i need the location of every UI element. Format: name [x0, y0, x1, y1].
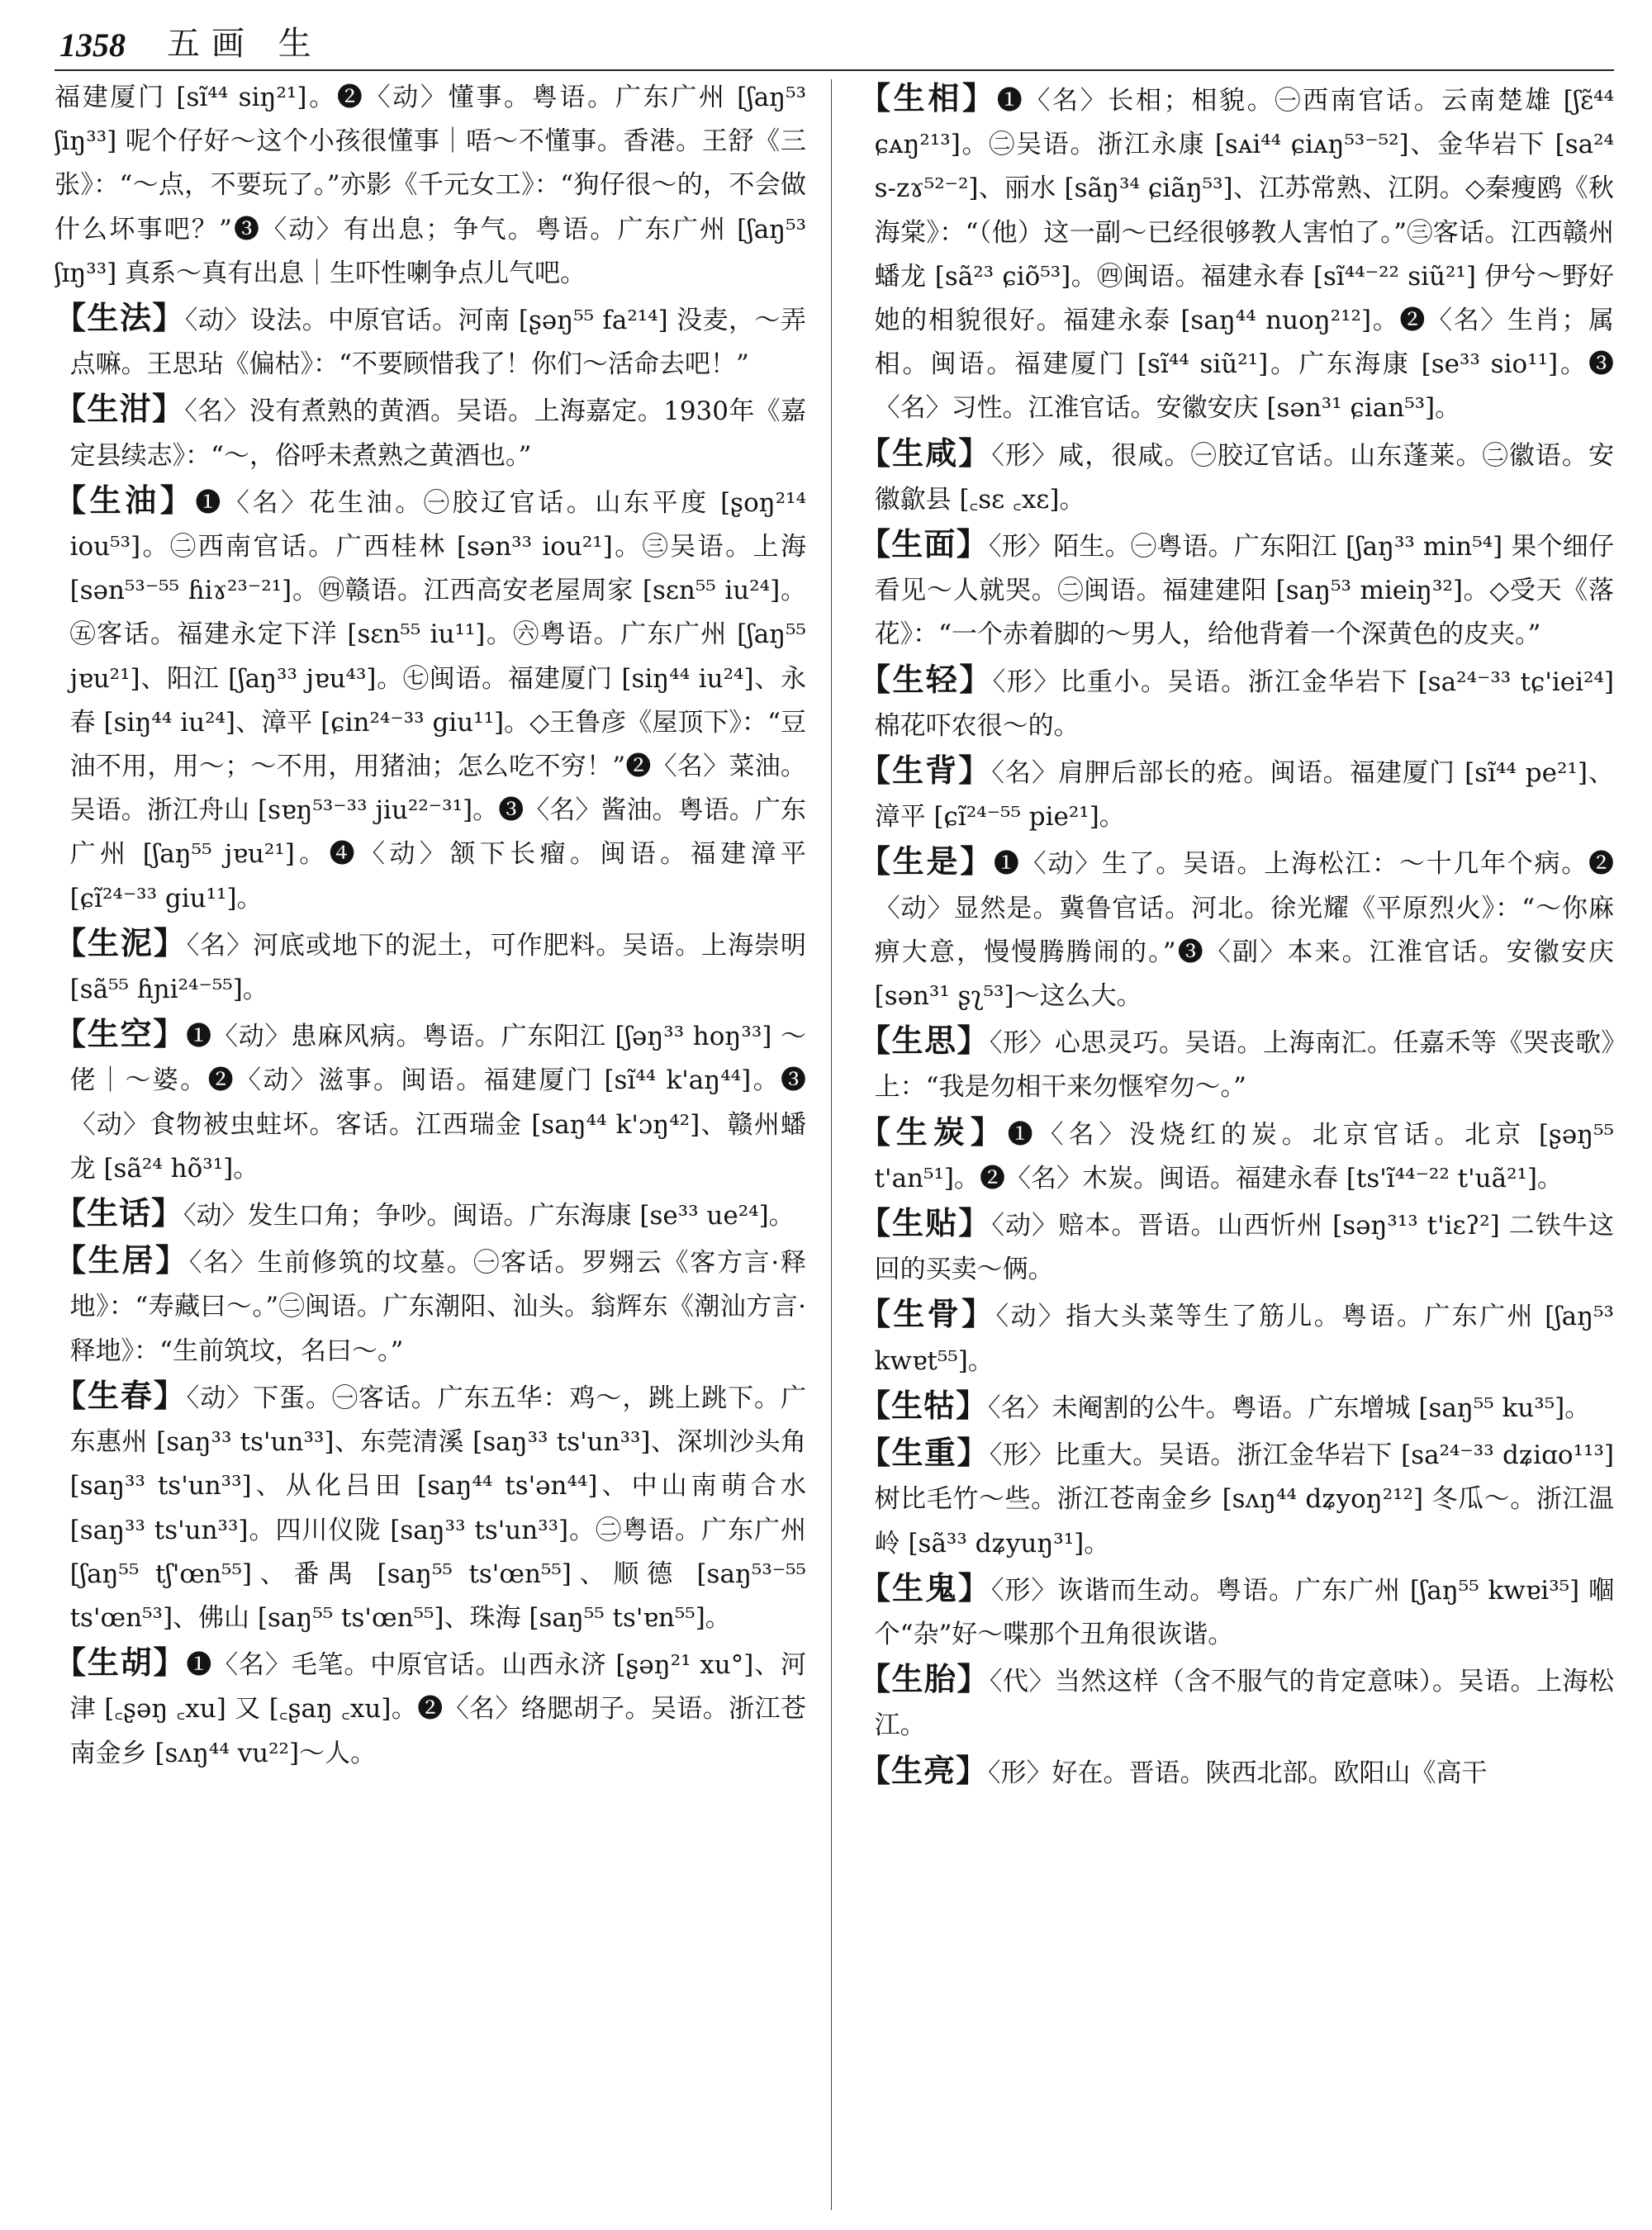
dictionary-entry [859, 522, 1614, 657]
entry-headword: 【生泥】 [55, 923, 187, 961]
entry-definition: 〈形〉陌生。㊀粤语。广东阳江 [ʃaŋ³³ min⁵⁴] 果个细仔看见～人就哭。㊁闽语。福建建阳 [saŋ⁵³ mieiŋ³²]。◇受天《落花》：“一个赤着脚的～男人，给他背着一个深黄色的皮夹。” [874, 532, 1614, 650]
dictionary-entry [859, 1748, 1614, 1796]
entry-definition: 〈动〉下蛋。㊀客话。广东五华：鸡～，跳上跳下。广东惠州 [saŋ³³ ts'un³³]、东莞清溪 [saŋ³³ ts'un³³]、深圳沙头角 [saŋ³³ ts'un³³]、从化吕田 [saŋ⁴⁴ ts'ən⁴⁴]、中山南萌合水 [saŋ³³ ts'un³³]。四川仪陇 [saŋ³³ ts'un³³]。㊁粤语。广东广州 [ʃaŋ⁵⁵ tʃ'œn⁵⁵]、番禺 [saŋ⁵⁵ ts'œn⁵⁵]、顺德 [saŋ⁵³⁻⁵⁵ ts'œn⁵³]、佛山 [saŋ⁵⁵ ts'œn⁵⁵]、珠海 [saŋ⁵⁵ ts'ɐn⁵⁵]。 [69, 1383, 806, 1633]
dictionary-entry [859, 748, 1614, 839]
entry-headword: 【生是】 [859, 842, 994, 880]
dictionary-entry [55, 1238, 806, 1374]
entry-headword: 【生骨】 [859, 1295, 996, 1333]
dictionary-entry [859, 1292, 1614, 1383]
entry-definition: 〈动〉设法。中原官话。河南 [ʂəŋ⁵⁵ fa²¹⁴] 没麦，～弄点嘛。王思玷《偏枯》：“不要顾惜我了！你们～活命去吧！” [69, 306, 806, 380]
page-header [55, 12, 1614, 71]
dictionary-entry [859, 1566, 1614, 1657]
dictionary-entry [55, 1640, 806, 1776]
dictionary-entry [859, 1018, 1614, 1109]
entry-definition: ❶〈名〉花生油。㊀胶辽官话。山东平度 [ʂoŋ²¹⁴ iou⁵³]。㊁西南官话。广西桂林 [sən³³ iou²¹]。㊂吴语。上海 [sən⁵³⁻⁵⁵ ɦiɤ²³⁻²¹]。㊃赣语。江西高安老屋周家 [sɛn⁵⁵ iu²⁴]。㊄客话。福建永定下洋 [sɛn⁵⁵ iu¹¹]。㊅粤语。广东广州 [ʃaŋ⁵⁵ jɐu²¹]、阳江 [ʃaŋ³³ jɐu⁴³]。㊆闽语。福建厦门 [siŋ⁴⁴ iu²⁴]、永春 [siŋ⁴⁴ iu²⁴]、漳平 [ɕin²⁴⁻³³ giu¹¹]。◇王鲁彦《屋顶下》：“豆油不用，用～；～不用，用猪油；怎么吃不穷！”❷〈名〉菜油。吴语。浙江舟山 [sɐŋ⁵³⁻³³ jiu²²⁻³¹]。❸〈名〉酱油。粤语。广东广州 [ʃaŋ⁵⁵ jɐu²¹]。❹〈动〉颔下长瘤。闽语。福建漳平 [ɕĩ²⁴⁻³³ giu¹¹]。 [69, 487, 806, 913]
entry-headword: 【生胡】 [55, 1644, 187, 1682]
entry-headword: 【生话】 [55, 1194, 184, 1232]
dictionary-entry [859, 839, 1614, 1018]
dictionary-entry [55, 296, 806, 387]
entry-headword: 【生炭】 [859, 1113, 1008, 1151]
entry-definition: 〈形〉诙谐而生动。粤语。广东广州 [ʃaŋ⁵⁵ kwɐi³⁵] 嗰个“杂”好～喋那个丑角很诙谐。 [874, 1575, 1614, 1649]
entry-definition: 〈名〉肩胛后部长的疮。闽语。福建厦门 [sĩ⁴⁴ pe²¹]、漳平 [ɕĩ²⁴⁻⁵⁵ pie²¹]。 [874, 758, 1614, 833]
entry-definition: 〈动〉发生口角；争吵。闽语。广东海康 [se³³ ue²⁴]。 [183, 1201, 795, 1231]
dictionary-entry [859, 1383, 1614, 1431]
section-title: 五画 生 [167, 25, 323, 63]
entry-headword: 【生泔】 [55, 390, 185, 428]
entry-headword: 【生重】 [859, 1434, 990, 1472]
dictionary-entry [55, 478, 806, 921]
entry-definition: 〈名〉河底或地下的泥土，可作肥料。吴语。上海崇明 [sã⁵⁵ ɦɲi²⁴⁻⁵⁵]。 [69, 930, 806, 1005]
entry-definition: 〈形〉比重大。吴语。浙江金华岩下 [sa²⁴⁻³³ dʑiɑo¹¹³] 树比毛竹～些。浙江苍南金乡 [sʌŋ⁴⁴ dʑyoŋ²¹²] 冬瓜～。浙江温岭 [sã³³ dʑyuŋ³¹]。 [874, 1440, 1614, 1559]
dictionary-entry [859, 657, 1614, 748]
entry-definition: 〈名〉生前修筑的坟墓。㊀客话。罗翙云《客方言·释地》：“寿藏曰～。”㊁闽语。广东潮阳、汕头。翁辉东《潮汕方言·释地》：“生前筑坟，名曰～。” [69, 1248, 806, 1366]
entry-definition: 〈动〉指大头菜等生了筋儿。粤语。广东广州 [ʃaŋ⁵³ kwɐt⁵⁵]。 [874, 1302, 1614, 1376]
entry-headword: 【生空】 [55, 1015, 187, 1053]
dictionary-entry [55, 387, 806, 477]
dictionary-entry [859, 76, 1614, 431]
dictionary-entry [55, 921, 806, 1012]
entry-definition: ❶〈名〉毛笔。中原官话。山西永济 [ʂəŋ²¹ xu°]、河津 [꜀ʂəŋ ꜀xu] 又 [꜀ʂaŋ ꜀xu]。❷〈名〉络腮胡子。吴语。浙江苍南金乡 [sʌŋ⁴⁴ vu²²]～人。 [69, 1650, 806, 1768]
dictionary-entry [859, 1657, 1614, 1748]
left-column [55, 76, 806, 2215]
entry-headword: 【生居】 [55, 1241, 189, 1279]
dictionary-entry [55, 1374, 806, 1640]
dictionary-entry [859, 1201, 1614, 1292]
entry-definition: ❶〈动〉患麻风病。粤语。广东阳江 [ʃəŋ³³ hoŋ³³] ～佬｜～婆。❷〈动〉滋事。闽语。福建厦门 [sĩ⁴⁴ k'aŋ⁴⁴]。❸〈动〉食物被虫蛀坏。客话。江西瑞金 [saŋ⁴⁴ k'ɔŋ⁴²]、赣州蟠龙 [sã²⁴ hõ³¹]。 [69, 1022, 806, 1184]
entry-headword: 【生春】 [55, 1376, 187, 1414]
entry-definition: 〈形〉心思灵巧。吴语。上海南汇。任嘉禾等《哭丧歌》上：“我是勿相干来勿惬窄勿～。” [874, 1028, 1614, 1103]
entry-headword: 【生咸】 [859, 434, 992, 472]
dictionary-entry [55, 1191, 806, 1238]
dictionary-entry [859, 1110, 1614, 1201]
entry-definition: ❶〈动〉生了。吴语。上海松江：～十几年个病。❷〈动〉显然是。冀鲁官话。河北。徐光耀《平原烈火》：“～你麻痹大意，慢慢腾腾闹的。”❸〈副〉本来。江淮官话。安徽安庆 [sən³¹ ʂʅ⁵³]～这么大。 [874, 849, 1614, 1012]
dictionary-entry [55, 1012, 806, 1191]
column-divider [831, 79, 832, 2210]
entry-definition: ❶〈名〉长相；相貌。㊀西南官话。云南楚雄 [ʃɛ̃⁴⁴ ɕᴀŋ²¹³]。㊁吴语。浙江永康 [sᴀi⁴⁴ ɕiᴀŋ⁵³⁻⁵²]、金华岩下 [sa²⁴ s-zɤ⁵²⁻²]、丽水 [sãŋ³⁴ ɕiãŋ⁵³]、江苏常熟、江阴。◇秦瘦鸥《秋海棠》：“（他）这一副～已经很够教人害怕了。”㊂客话。江西赣州蟠龙 [sã²³ ɕiõ⁵³]。㊃闽语。福建永春 [sĩ⁴⁴⁻²² siũ²¹] 伊兮～野好她的相貌很好。福建永泰 [saŋ⁴⁴ nuoŋ²¹²]。❷〈名〉生肖；属相。闽语。福建厦门 [sĩ⁴⁴ siũ²¹]。广东海康 [se³³ sio¹¹]。❸〈名〉习性。江淮官话。安徽安庆 [sən³¹ ɕian⁵³]。 [874, 86, 1614, 424]
entry-definition: 〈代〉当然这样（含不服气的肯定意味）。吴语。上海松江。 [874, 1667, 1614, 1741]
entry-headword: 【生面】 [859, 525, 989, 563]
entry-definition: ❶〈名〉没烧红的炭。北京官话。北京 [ʂəŋ⁵⁵ t'an⁵¹]。❷〈名〉木炭。闽语。福建永春 [ts'ĩ⁴⁴⁻²² t'uã²¹]。 [874, 1119, 1614, 1193]
entry-definition: 〈动〉赔本。晋语。山西忻州 [səŋ³¹³ t'iɛʔ²] 二铁牛这回的买卖～俩。 [874, 1211, 1614, 1285]
entry-definition: 〈名〉未阉割的公牛。粤语。广东增城 [saŋ⁵⁵ ku³⁵]。 [988, 1393, 1591, 1423]
entry-definition: 〈形〉咸，很咸。㊀胶辽官话。山东蓬莱。㊁徽语。安徽歙县 [꜀sɛ ꜀xɛ]。 [874, 440, 1614, 515]
page-number: 1358 [59, 26, 126, 64]
entry-headword: 【生亮】 [859, 1751, 989, 1789]
entry-headword: 【生轻】 [859, 660, 993, 698]
entry-headword: 【生鬼】 [859, 1568, 991, 1606]
entry-headword: 【生相】 [859, 79, 997, 116]
entry-headword: 【生贴】 [859, 1204, 992, 1242]
entry-headword: 【生法】 [55, 299, 185, 337]
entry-definition: 〈形〉比重小。吴语。浙江金华岩下 [sa²⁴⁻³³ tɕ'iei²⁴] 棉花吓农很～的。 [874, 667, 1614, 741]
entry-definition: 〈名〉没有煮熟的黄酒。吴语。上海嘉定。1930年《嘉定县续志》：“～，俗呼未煮熟之黄酒也。” [69, 396, 806, 471]
entry-headword: 【生油】 [55, 481, 196, 519]
entry-headword: 【生思】 [859, 1022, 990, 1060]
entry-headword: 【生背】 [859, 752, 992, 790]
dictionary-entry [859, 431, 1614, 522]
entry-headword: 【生胎】 [859, 1660, 990, 1698]
entry-headword: 【生牯】 [859, 1386, 989, 1424]
dictionary-entry [859, 1431, 1614, 1566]
entry-definition: 〈形〉好在。晋语。陕西北部。欧阳山《高干 [988, 1758, 1488, 1788]
right-column [859, 76, 1614, 2215]
entry-continuation: 福建厦门 [sĩ⁴⁴ siŋ²¹]。❷〈动〉懂事。粤语。广东广州 [ʃaŋ⁵³ ʃiŋ³³] 呢个仔好～这个小孩很懂事｜唔～不懂事。香港。王舒《三张》：“～点，不要玩了。”亦影《千元女工》：“狗仔很～的，不会做什么坏事吧？”❸〈动〉有出息；争气。粤语。广东广州 [ʃaŋ⁵³ ʃɪŋ³³] 真系～真有出息｜生吓性喇争点儿气吧。 [55, 83, 806, 288]
